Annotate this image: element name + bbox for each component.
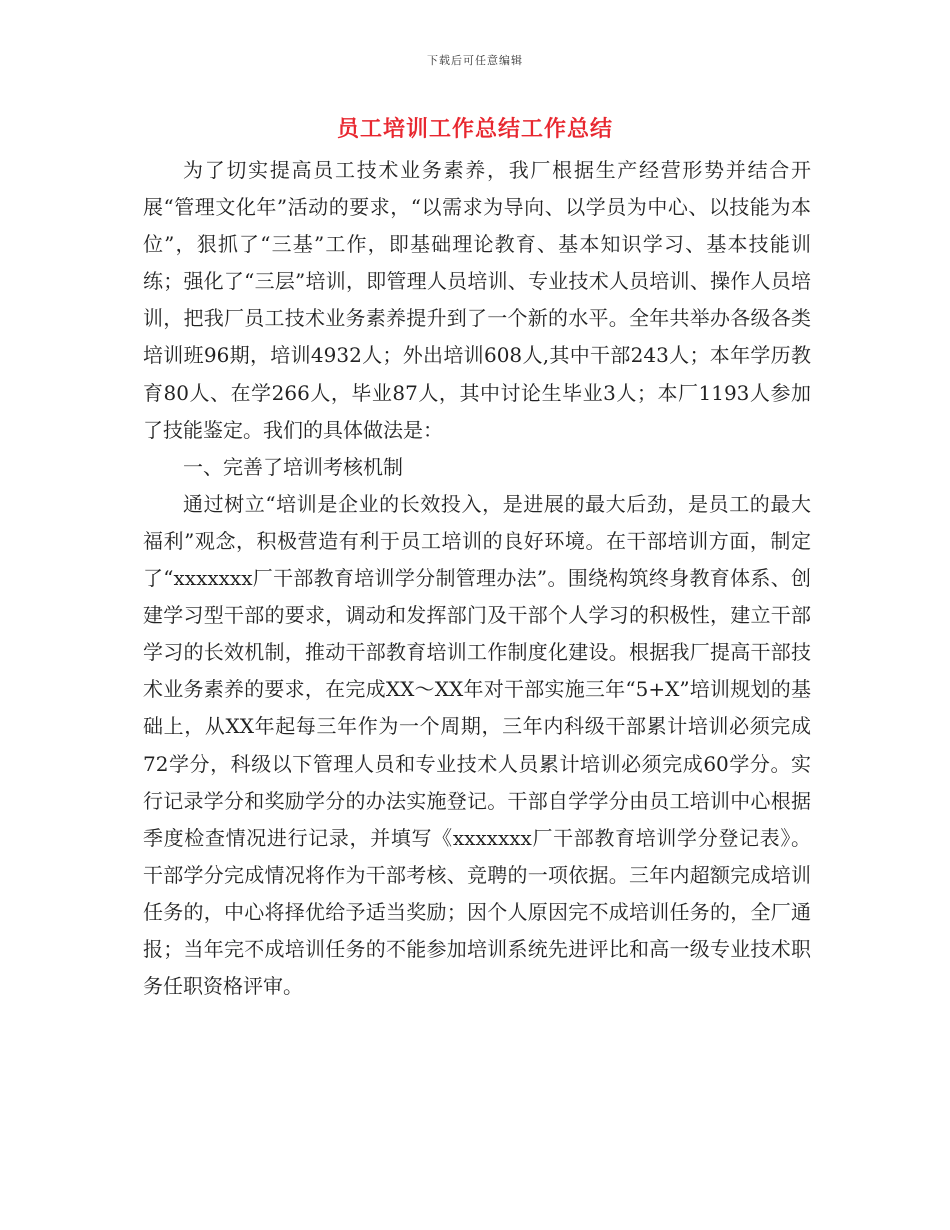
paragraph-intro: 为了切实提高员工技术业务素养，我厂根据生产经营形势并结合开展“管理文化年”活动的要求，“以需求为导向、以学员为中心、以技能为本位”，狠抓了“三基”工作，即基础理论教育、基本知识学习、基本技能训练；强化了“三层”培训，即管理人员培训、专业技术人员培训、操作人员培训，把我厂员工技术业务素养提升到了一个新的水平。全年共举办各级各类培训班96期，培训4932人；外出培训608人,其中干部243人；本年学历教育80人、在学266人，毕业87人，其中讨论生毕业3人；本厂1193人参加了技能鉴定。我们的具体做法是： xyxy=(143,158,811,442)
header-note: 下载后可任意编辑 xyxy=(427,54,523,67)
document-body xyxy=(143,152,811,1005)
paragraph-section-1: 通过树立“培训是企业的长效投入，是进展的最大后劲，是员工的最大福利”观念，积极营造有利于员工培训的良好环境。在干部培训方面，制定了“xxxxxxx厂干部教育培训学分制管理办法”。围绕构筑终身教育体系、创建学习型干部的要求，调动和发挥部门及干部个人学习的积极性，建立干部学习的长效机制，推动干部教育培训工作制度化建设。根据我厂提高干部技术业务素养的要求，在完成XX～XX年对干部实施三年“5+X”培训规划的基础上，从XX年起每三年作为一个周期，三年内科级干部累计培训必须完成72学分，科级以下管理人员和专业技术人员累计培训必须完成60学分。实行记录学分和奖励学分的办法实施登记。干部自学学分由员工培训中心根据季度检查情况进行记录，并填写《xxxxxxx厂干部教育培训学分登记表》。干部学分完成情况将作为干部考核、竞聘的一项依据。三年内超额完成培训任务的，中心将择优给予适当奖励；因个人原因完不成培训任务的，全厂通报；当年完不成培训任务的不能参加培训系统先进评比和高一级专业技术职务任职资格评审。 xyxy=(143,491,811,999)
document-title: 员工培训工作总结工作总结 xyxy=(336,117,613,142)
section-heading: 一、完善了培训考核机制 xyxy=(183,454,403,479)
